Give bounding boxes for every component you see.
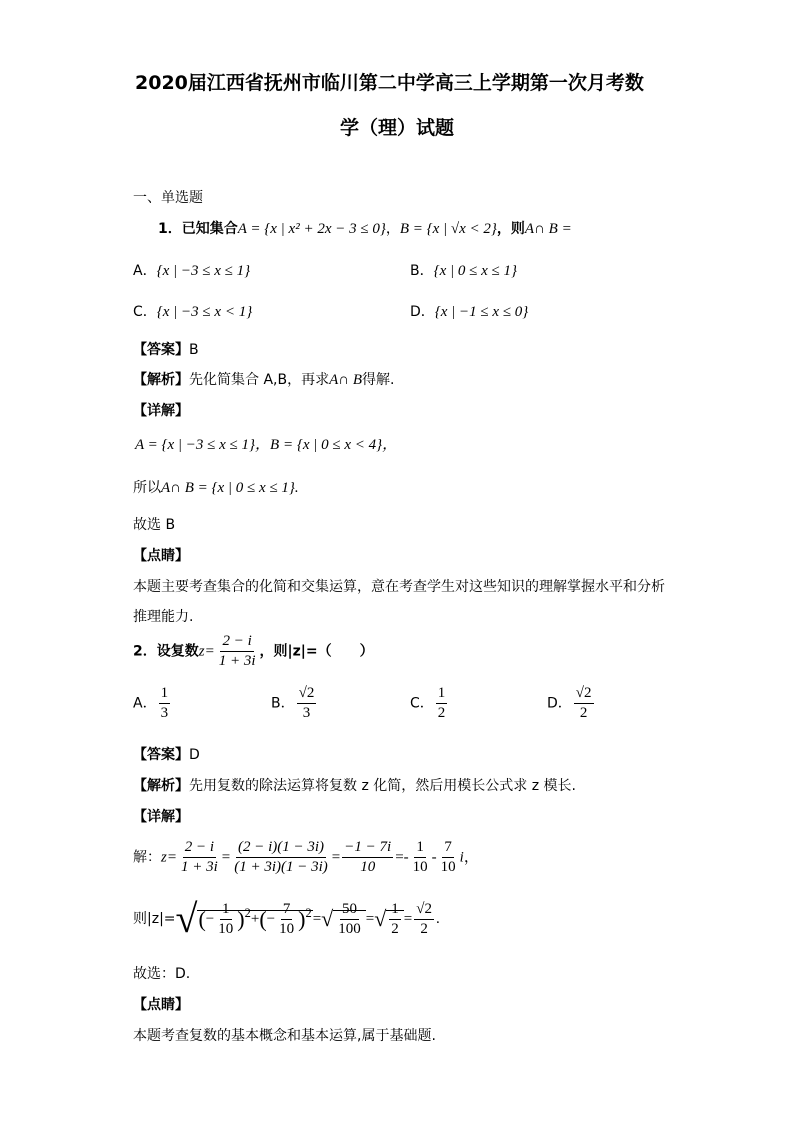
q2-option-b — [271, 686, 318, 721]
q2-sol-frac-1 — [179, 840, 220, 875]
q2-sol-frac-4-den: 10 — [412, 859, 428, 875]
q1-answer — [133, 339, 199, 359]
q1-ask-expr: A∩ B = — [524, 221, 572, 237]
q2-comment-tag: 【点睛】 — [133, 997, 189, 1013]
q2-mod-frac-3-den: 100 — [338, 921, 361, 938]
q2-sol-frac-5-den: 10 — [440, 859, 456, 875]
q2-mod-frac-2 — [277, 902, 296, 937]
q1-option-a — [133, 260, 250, 280]
q2-option-c-label: C． — [410, 695, 434, 712]
q2-sol-frac-2 — [232, 840, 330, 875]
title-line-1: 2020届江西省抚州市临川第二中学高三上学期第一次月考数 — [135, 72, 644, 94]
q2-mod-frac-5-num: √2 — [414, 902, 434, 920]
q1-analysis-text: 先化简集合 A,B，再求 — [189, 372, 330, 388]
q2-sol-frac-2-den: (1 + 3i)(1 − 3i) — [234, 859, 328, 875]
q2-solution-line: 解：z= $\frac{2 - i}{1 + 3i}$ = $\frac{(2 - i)(1 - 3i)}{(1 + 3i)(1 - 3i)}$ = $\frac{-1 - 7i}{10}$ =- $\frac{1}{10}$ - $\frac{7}{10}$ i， — [133, 839, 479, 875]
q1-detail-line-2 — [133, 477, 299, 497]
q2-analysis-text: 先用复数的除法运算将复数 z 化简，然后用模长公式求 z 模长. — [189, 778, 576, 794]
q2-option-d-fraction — [574, 686, 594, 721]
q2-option-c-num: 1 — [436, 686, 448, 704]
q2-mod-frac-1 — [216, 902, 235, 937]
q1-option-d — [410, 301, 528, 321]
q1-stem — [158, 218, 572, 238]
q2-option-c-den: 2 — [437, 705, 446, 721]
q2-mod-sqrt-1: (− $\frac{1}{10}$ )$^2$+(− $\frac{7}{10}$ )$^2$ — [198, 901, 312, 938]
q2-option-b-den: 3 — [302, 705, 311, 721]
q2-mod-frac-4-den: 2 — [391, 921, 399, 938]
q1-option-a-label: A． — [133, 263, 157, 279]
q2-detail-tag: 【详解】 — [133, 809, 189, 825]
q2-option-b-label: B． — [271, 695, 295, 712]
q1-analysis-end: 得解. — [362, 372, 395, 388]
q2-option-d-den: 2 — [579, 705, 588, 721]
q2-option-b-num: √2 — [297, 686, 317, 704]
q1-set-b: B = {x | √x < 2} — [399, 221, 497, 237]
q1-detail-prefix: 所以 — [133, 480, 161, 496]
q1-comment-tag: 【点睛】 — [133, 548, 189, 564]
q2-option-d — [547, 686, 596, 721]
q2-stem-suffix: ，则|z|=（ ） — [259, 643, 374, 660]
section-heading: 一、单选题 — [133, 190, 203, 206]
q2-option-a-den: 3 — [160, 705, 169, 721]
q2-mod-frac-4 — [389, 902, 401, 937]
q2-stem — [133, 634, 374, 669]
q1-conclusion: 故选 B — [133, 517, 176, 533]
q2-mod-frac-1-den: 10 — [218, 921, 234, 938]
q2-sol-frac-3-den: 10 — [360, 859, 376, 875]
q2-mod-frac-1-num: 1 — [220, 902, 232, 920]
q1-answer-tag: 【答案】 — [133, 342, 189, 358]
q2-modulus-prefix: 则|z|= — [133, 911, 176, 927]
q2-answer — [133, 744, 200, 764]
q2-option-b-fraction — [297, 686, 317, 721]
q2-sol-frac-5 — [439, 840, 458, 875]
q2-option-d-label: D． — [547, 695, 572, 712]
q2-mod-frac-4-num: 1 — [389, 902, 401, 920]
q2-analysis-tag: 【解析】 — [133, 778, 189, 794]
q1-option-c-text: {x | −3 ≤ x < 1} — [156, 304, 253, 320]
q1-analysis-expr: A∩ B — [329, 372, 363, 388]
q2-z-numerator: 2 − i — [220, 634, 253, 652]
q2-modulus-line: 则|z|=√(− $\frac{1}{10}$ )$^2$+(− $\frac{7}{10}$ )$^2$=√ $\frac{50}{100}$ =√ $\frac{1}{2}$ = $\frac{√2}{2}$ . — [133, 896, 440, 941]
q2-z-fraction — [217, 634, 258, 669]
title-line-2: 学（理）试题 — [340, 117, 455, 139]
q1-comma: ， — [385, 221, 400, 237]
q2-sol-frac-3-num: −1 − 7i — [342, 840, 393, 858]
q1-option-a-text: {x | −3 ≤ x ≤ 1} — [156, 263, 251, 279]
q1-option-d-text: {x | −1 ≤ x ≤ 0} — [434, 304, 529, 320]
q2-analysis — [133, 775, 576, 795]
q2-conclusion: 故选：D. — [133, 966, 191, 982]
q2-sol-frac-3 — [342, 840, 393, 875]
q1-ask: ，则 — [496, 221, 525, 237]
q2-option-a-label: A． — [133, 695, 157, 712]
q2-sol-frac-2-num: (2 − i)(1 − 3i) — [236, 840, 326, 858]
q1-option-c-label: C． — [133, 304, 157, 320]
q2-z-eq: z= — [198, 643, 215, 660]
q1-answer-value: B — [189, 342, 199, 358]
q2-stem-prefix: 2．设复数 — [133, 643, 199, 660]
q2-sol-frac-1-num: 2 − i — [183, 840, 216, 858]
q2-option-a-num: 1 — [159, 686, 171, 704]
q2-option-a — [133, 686, 172, 721]
q1-set-a: A = {x | x² + 2x − 3 ≤ 0} — [237, 221, 386, 237]
q2-mod-frac-5 — [414, 902, 434, 937]
q2-solution-prefix: 解： — [133, 849, 161, 866]
q1-option-b — [410, 260, 517, 280]
q2-mod-frac-3-num: 50 — [340, 902, 359, 920]
q2-option-c-fraction — [436, 686, 448, 721]
q2-sol-frac-5-num: 7 — [442, 840, 454, 858]
q1-option-c — [133, 301, 252, 321]
q1-option-d-label: D． — [410, 304, 435, 320]
q2-option-a-fraction — [159, 686, 171, 721]
q2-option-c — [410, 686, 449, 721]
q1-stem-prefix: 1．已知集合 — [158, 221, 238, 237]
q1-option-b-label: B． — [410, 263, 434, 279]
q2-mod-frac-2-den: 10 — [279, 921, 295, 938]
q2-mod-frac-5-den: 2 — [420, 920, 428, 937]
q1-analysis — [133, 369, 394, 389]
q2-mod-frac-3 — [336, 902, 363, 937]
q1-detail-expr: A∩ B = {x | 0 ≤ x ≤ 1}. — [161, 480, 299, 496]
q2-option-d-num: √2 — [574, 686, 594, 704]
q1-comment-line-2: 推理能力. — [133, 609, 194, 625]
q2-mod-frac-2-num: 7 — [281, 902, 293, 920]
q2-answer-value: D — [189, 747, 200, 763]
q2-comment: 本题考查复数的基本概念和基本运算,属于基础题. — [133, 1028, 436, 1044]
q1-option-b-text: {x | 0 ≤ x ≤ 1} — [433, 263, 518, 279]
q2-sol-frac-4-num: 1 — [414, 840, 426, 858]
q1-detail-line-1: A = {x | −3 ≤ x ≤ 1}，B = {x | 0 ≤ x < 4}， — [135, 437, 398, 453]
q2-sol-frac-4 — [411, 840, 430, 875]
q2-sol-frac-1-den: 1 + 3i — [180, 859, 218, 875]
q2-z-denominator: 1 + 3i — [218, 653, 256, 669]
q1-comment-line-1: 本题主要考查集合的化简和交集运算，意在考查学生对这些知识的理解掌握水平和分析 — [133, 579, 665, 595]
q1-analysis-tag: 【解析】 — [133, 372, 189, 388]
q1-detail-tag: 【详解】 — [133, 403, 189, 419]
q2-answer-tag: 【答案】 — [133, 747, 189, 763]
